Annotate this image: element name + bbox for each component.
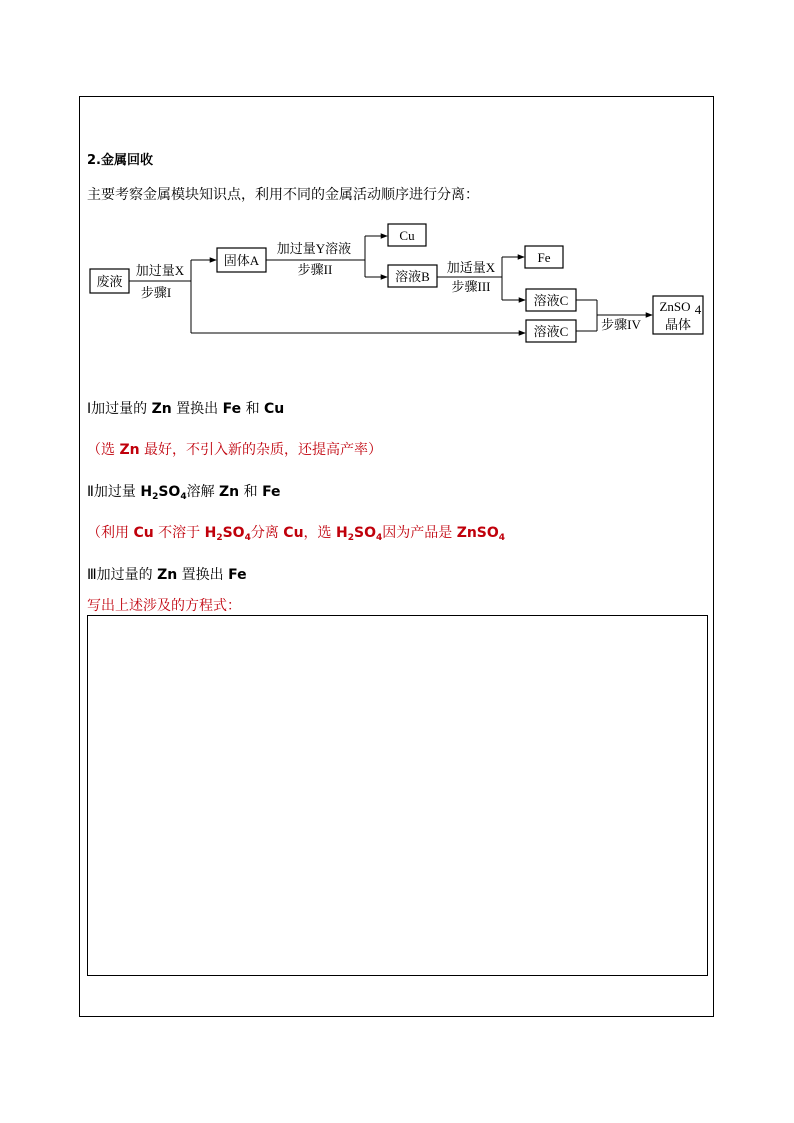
section-heading: 2.金属回收	[87, 153, 153, 168]
waste-label: 废液	[96, 274, 123, 289]
line-step2-note: （利用 Cu 不溶于 $H_2SO_4$分离 Cu，选 $H_2SO_4$因为产品是 ZnSO$_4$	[87, 525, 506, 543]
step3-label: 步骤III	[451, 279, 491, 294]
line-step3: Ⅲ加过量的 Zn 置换出 Fe	[87, 567, 247, 583]
step1-label: 步骤I	[140, 285, 172, 300]
step1-reagent: 加过量X	[135, 263, 185, 278]
solid-a-label: 固体A	[223, 253, 260, 268]
fe-label: Fe	[537, 250, 551, 265]
equation-prompt: 写出上述涉及的方程式：	[87, 598, 241, 614]
solution-c2-label: 溶液C	[533, 324, 569, 339]
intro-text: 主要考察金属模块知识点，利用不同的金属活动顺序进行分离：	[87, 187, 479, 203]
product-formula-sub: 4	[694, 302, 702, 317]
cu-label: Cu	[399, 228, 415, 243]
line-step2: Ⅱ加过量 $H_2SO_4$溶解 Zn 和 Fe	[87, 484, 281, 502]
step2-label: 步骤II	[297, 262, 333, 277]
line-step1-note: （选 Zn 最好，不引入新的杂质，还提高产率）	[87, 442, 383, 458]
product-formula: ZnSO	[659, 299, 691, 314]
solution-b-label: 溶液B	[395, 269, 430, 284]
step2-reagent: 加过量Y溶液	[276, 241, 352, 256]
flow-diagram	[0, 0, 794, 360]
step4-label: 步骤IV	[601, 317, 641, 332]
step3-reagent: 加适量X	[446, 260, 496, 275]
solution-c1-label: 溶液C	[533, 293, 569, 308]
line-step1: Ⅰ加过量的 Zn 置换出 Fe 和 Cu	[87, 401, 285, 417]
product-label: 晶体	[664, 317, 692, 332]
answer-box[interactable]	[87, 615, 708, 976]
